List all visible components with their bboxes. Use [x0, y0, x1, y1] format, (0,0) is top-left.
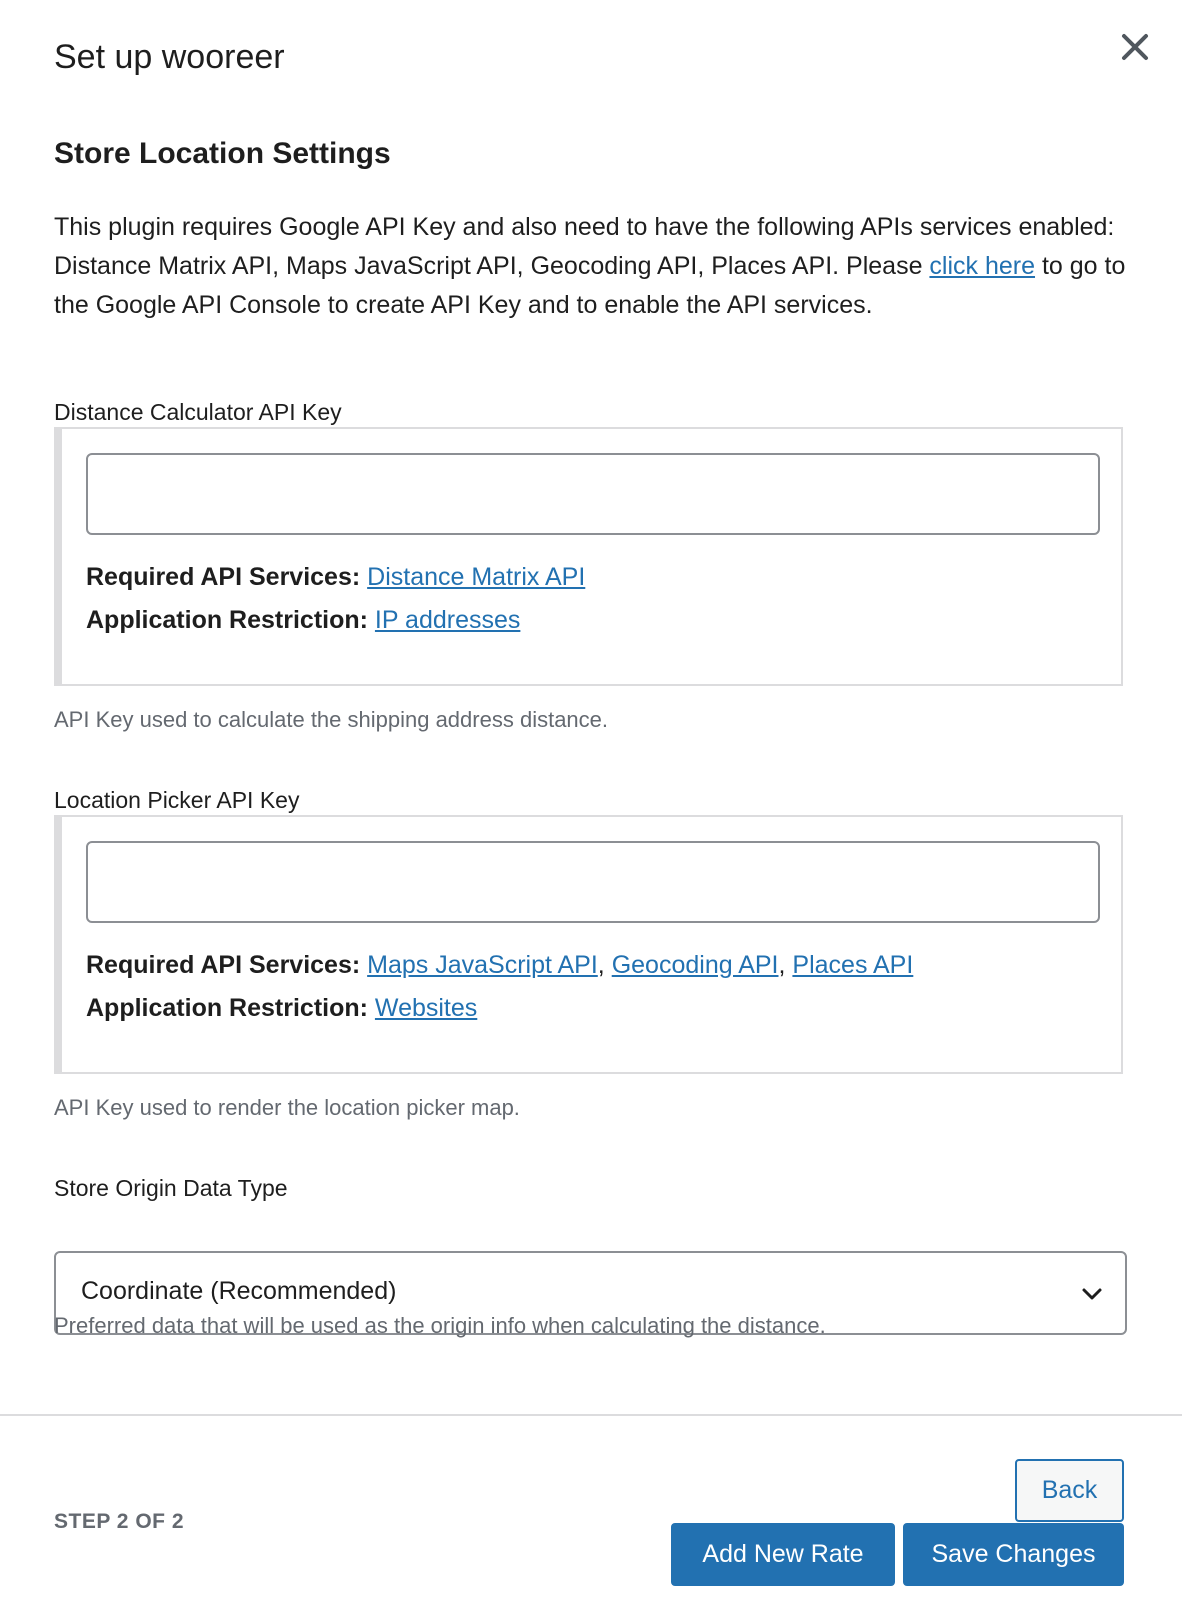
- origin-type-value: Coordinate (Recommended): [81, 1277, 397, 1305]
- required-services-label: Required API Services:: [86, 563, 361, 591]
- distance-key-input[interactable]: [86, 453, 1100, 535]
- intro-text: [54, 208, 1129, 325]
- section-title: Store Location Settings: [54, 137, 391, 170]
- picker-app-restriction: [86, 994, 477, 1023]
- link-websites[interactable]: Websites: [374, 994, 478, 1022]
- link-places-api[interactable]: Places API: [792, 951, 914, 979]
- intro-text-start: This plugin requires Google API Key and also need to have the following APIs services enabled: Distance Matrix API, Maps JavaScript API, Geocoding API, Places API. Please: [54, 213, 1115, 280]
- link-geocoding-api[interactable]: Geocoding API: [611, 951, 779, 979]
- picker-required-services: Required API Services: Maps JavaScript API, Geocoding API, Places API: [86, 951, 914, 979]
- picker-key-input[interactable]: [86, 841, 1100, 923]
- intro-text-end: to go to the Google API Console to create API Key and to enable the API services.: [54, 252, 1126, 319]
- picker-key-help: API Key used to render the location picker map.: [54, 1095, 520, 1120]
- footer-divider: [0, 1414, 1182, 1416]
- required-services-label: Required API Services:: [86, 951, 361, 979]
- add-new-rate-button[interactable]: Add New Rate: [671, 1523, 895, 1586]
- origin-type-label: Store Origin Data Type: [54, 1175, 288, 1201]
- dialog-title: Set up wooreer: [54, 38, 285, 76]
- distance-required-services: [86, 563, 585, 592]
- picker-key-label: Location Picker API Key: [54, 787, 300, 813]
- link-distance-matrix-api[interactable]: Distance Matrix API: [367, 563, 586, 591]
- origin-type-help: Preferred data that will be used as the origin info when calculating the distance.: [54, 1313, 826, 1338]
- restriction-label: Application Restriction:: [86, 994, 368, 1022]
- distance-key-box: [54, 427, 1123, 686]
- save-changes-button[interactable]: Save Changes: [903, 1523, 1124, 1586]
- back-button[interactable]: Back: [1015, 1459, 1124, 1522]
- restriction-label: Application Restriction:: [86, 606, 368, 634]
- picker-key-box: [54, 815, 1123, 1074]
- step-indicator: STEP 2 OF 2: [54, 1510, 184, 1533]
- chevron-down-icon: [1079, 1281, 1105, 1312]
- api-console-link[interactable]: click here: [929, 252, 1036, 280]
- distance-app-restriction: [86, 606, 520, 635]
- link-ip-addresses[interactable]: IP addresses: [374, 606, 521, 634]
- link-maps-javascript-api[interactable]: Maps JavaScript API: [367, 951, 598, 979]
- distance-key-help: API Key used to calculate the shipping address distance.: [54, 707, 609, 732]
- distance-key-label: Distance Calculator API Key: [54, 399, 342, 425]
- close-icon[interactable]: [1118, 30, 1152, 64]
